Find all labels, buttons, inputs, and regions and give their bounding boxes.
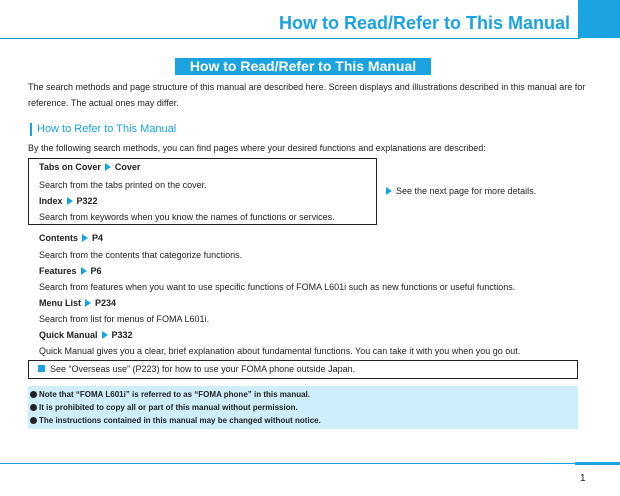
entry-heading-contents <box>39 233 103 243</box>
note-text: The instructions contained in this manual may be changed without notice. <box>39 416 321 425</box>
footer-rule <box>0 463 620 464</box>
entry-target: P234 <box>95 298 117 308</box>
triangle-arrow-icon <box>85 299 91 307</box>
page-heading: How to Read/Refer to This Manual <box>175 58 431 75</box>
footer-accent <box>575 462 620 465</box>
bullet-dot-icon <box>30 417 37 424</box>
entry-name: Tabs on Cover <box>39 162 101 172</box>
entry-target: P6 <box>90 266 102 276</box>
note-item <box>30 402 298 414</box>
triangle-arrow-icon <box>102 331 108 339</box>
subsection-title: How to Refer to This Manual <box>30 123 176 136</box>
entry-text-quick-manual: Quick Manual gives you a clear, brief explanation about fundamental functions. You can take it with you when you go out. <box>39 346 521 356</box>
entry-text-tabs-on-cover: Search from the tabs printed on the cover. <box>39 180 207 190</box>
entry-target: P332 <box>111 330 133 340</box>
entry-heading-quick-manual <box>39 330 133 340</box>
entry-text-menu-list: Search from list for menus of FOMA L601i. <box>39 314 210 324</box>
header-title: How to Read/Refer to This Manual <box>278 13 570 33</box>
note-text: Note that “FOMA L601i” is referred to as “FOMA phone” in this manual. <box>39 390 310 399</box>
square-bullet-icon <box>38 365 45 372</box>
bullet-dot-icon <box>30 391 37 398</box>
entry-text-index: Search from keywords when you know the names of functions or services. <box>39 212 335 222</box>
header-rule <box>0 38 580 39</box>
see-box-text: See “Overseas use” (P223) for how to use your FOMA phone outside Japan. <box>50 364 356 374</box>
side-note <box>386 186 536 196</box>
entry-name: Quick Manual <box>39 330 98 340</box>
intro-text: The search methods and page structure of this manual are described here. Screen displays and illustrations described in this manual are for reference. The actual ones may differ. <box>28 82 586 108</box>
triangle-arrow-icon <box>67 197 73 205</box>
triangle-arrow-icon <box>81 267 87 275</box>
side-note-text: See the next page for more details. <box>396 186 537 196</box>
entry-target: Cover <box>114 162 141 172</box>
triangle-arrow-icon <box>386 187 392 195</box>
entry-target: P4 <box>92 233 104 243</box>
notes-band <box>28 386 578 429</box>
entry-heading-features <box>39 266 102 276</box>
note-item <box>30 415 321 427</box>
subsection-lead: By the following search methods, you can find pages where your desired functions and explanations are described: <box>28 143 486 153</box>
entry-name: Features <box>39 266 77 276</box>
entry-heading-tabs-on-cover <box>39 162 140 172</box>
entry-name: Contents <box>39 233 78 243</box>
bullet-dot-icon <box>30 404 37 411</box>
triangle-arrow-icon <box>82 234 88 242</box>
see-box <box>28 360 578 379</box>
entry-text-features: Search from features when you want to use specific functions of FOMA L601i such as new functions or useful functions. <box>39 282 516 292</box>
header-tab <box>578 0 620 38</box>
note-text: It is prohibited to copy all or part of this manual without permission. <box>39 403 298 412</box>
entry-target: P322 <box>76 196 98 206</box>
entry-name: Menu List <box>39 298 81 308</box>
entry-text-contents: Search from the contents that categorize functions. <box>39 250 243 260</box>
page-number: 1 <box>580 473 586 484</box>
entry-heading-menu-list <box>39 298 116 308</box>
note-item <box>30 389 310 401</box>
triangle-arrow-icon <box>105 163 111 171</box>
entry-heading-index <box>39 196 98 206</box>
entry-name: Index <box>39 196 63 206</box>
